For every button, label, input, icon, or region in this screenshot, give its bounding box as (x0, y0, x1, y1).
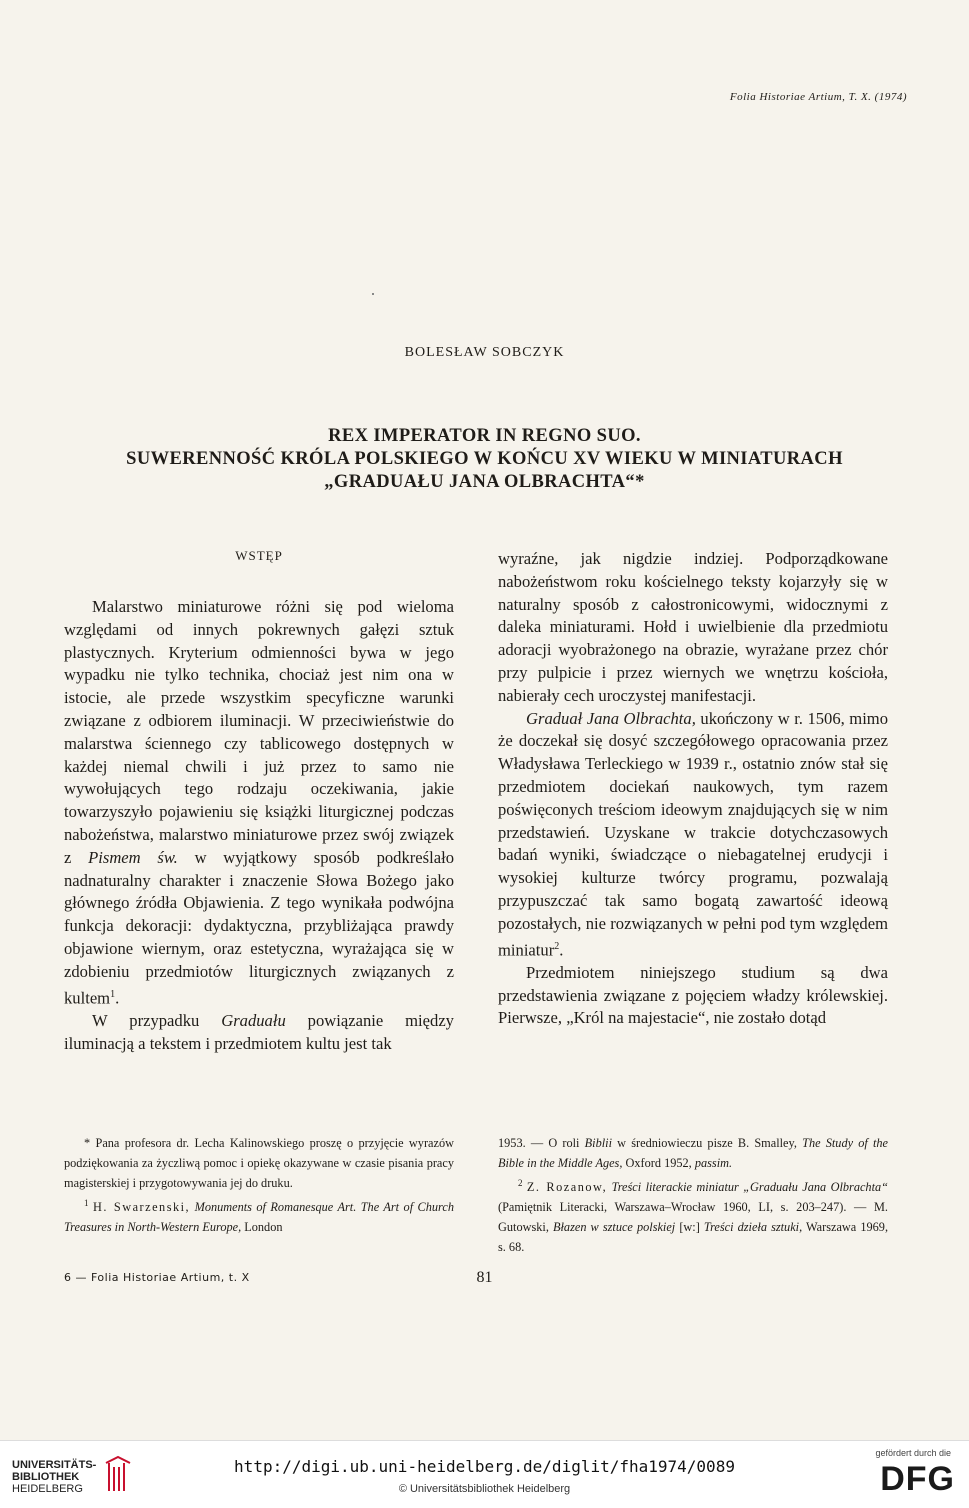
footnote-2 (498, 1173, 888, 1257)
italic-run: Biblii (584, 1136, 612, 1150)
permalink-url[interactable]: http://digi.ub.uni-heidelberg.de/diglit/fha1974/0089 (234, 1457, 735, 1476)
footnote-star: * Pana profesora dr. Lecha Kalinowskiego proszę o przyjęcie wyrazów podziękowania za życzliwą pomoc i opiekę okazywane w czasie pisania pracy magisterskiej i przygotowywania jej do druku. (64, 1136, 454, 1190)
paragraph: Malarstwo miniaturowe różni się pod wieloma względami od innych pokrewnych gałęzi sztuk plastycznych. Kryterium odmienności bywa w jego wypadku nie tylko technika, chociaż jest nim ona w istocie, ale przede wszystkim specyficzne warunki związane z odbiorem iluminacji. W przeciwieństwie do malarstwa ściennego czy tablicowego dostępnych w każdej niemal chwili i już przez to samo nie wywołujących tego rodzaju oczekiwania, jakie towarzyszyło pojawieniu się książki liturgicznej podczas nabożeństwa, malarstwo miniaturowe przez swój związek z Pismem św. w wyjątkowy sposób podkreślało nadnaturalny charakter i znaczenie Słowa Bożego jako głównego źródła Objawienia. Z tego wynikała podwójna funkcja dekoracji: dydaktyczna, przybliżająca prawdy objawione wiernym, oraz estetyczna, wyrażająca się w zdobieniu przedmiotów liturgicznych związanych z kultem$^1$. (64, 597, 454, 1008)
text-run: W przypadku (92, 1010, 200, 1030)
footnote-1 (64, 1193, 454, 1237)
text-run: Malarstwo miniaturowe różni się pod wieloma względami od innych pokrewnych gałęzi sztuk plastycznych. Kryterium odmienności bywa w jego wypadku nie tylko technika, chociaż jest nim ona w istocie, ale przede wszystkim specyficzne warunki związane z odbiorem iluminacji. W przeciwieństwie do malarstwa ściennego czy tablicowego dostępnych w każdej niemal chwili i już przez to samo nie wywołujących tego rodzaju oczekiwania, jakie towarzyszyło pojawieniu się książki liturgicznej podczas nabożeństwa, malarstwo miniaturowe przez swój związek z (64, 597, 454, 867)
footnote-num: 2 (518, 1178, 523, 1188)
footnote-continuation (498, 1133, 888, 1173)
footnote-author: H. Swarzenski, (92, 1200, 191, 1215)
text-run: 1953. — O roli (498, 1136, 580, 1150)
library-line-2: BIBLIOTHEK (12, 1471, 80, 1483)
title-line-3: „GRADUAŁU JANA OLBRACHTA“* (324, 472, 645, 492)
footnote-ref: 2 (554, 940, 560, 952)
italic-run: passim. (694, 1156, 733, 1170)
page-number: 81 (476, 1269, 493, 1286)
text-run: w wyjątkowy sposób podkreślało nadnaturalny charakter i znaczenie Słowa Bożego jako głównego źródła Objawienia. Z tego wynikała podwójna funkcja dekoracji: dydaktyczna, przybliżająca prawdy objawione wiernym, oraz estetyczna, wyrażająca się w zdobieniu przedmiotów liturgicznych związanych z kultem (64, 847, 454, 1008)
dfg-logo[interactable]: DFG (880, 1460, 955, 1498)
right-column (498, 548, 888, 1030)
italic-run: Monuments of Romanesque Art. The Art of Church Treasures in North-Western Europe, (64, 1200, 454, 1235)
library-line-1: UNIVERSITÄTS- (12, 1459, 97, 1471)
footnote-ref: 1 (110, 988, 116, 1000)
footnotes-right (498, 1133, 888, 1257)
text-run: powiązanie między iluminacją a tekstem i przedmiotem kultu jest tak (64, 1010, 454, 1053)
text-run: (Pamiętnik Literacki, Warszawa–Wrocław 1960, LI, s. 203–247). — M. Gutowski, (498, 1200, 888, 1235)
italic-run: The Study of the Bible in the Middle Ages, (498, 1136, 889, 1170)
text-run: Warszawa 1969, s. 68. (498, 1220, 889, 1255)
italic-run: Treści dzieła sztuki, (703, 1220, 803, 1235)
viewer-footer (0, 1440, 969, 1508)
article-author: BOLESŁAW SOBCZYK (404, 345, 565, 360)
text-run: ukończony w r. 1506, mimo że doczekał się dosyć szczegółowego opracowania przez Władysława Terleckiego w 1939 r., ostatnio znów stał się przedmiotem dociekań naukowych, tym razem poświęconych treściom ideowym znajdujących się w nim przedstawień. Uzyskane w trakcie dotychczasowych badań wyniki, świadczące o niebagatelnej erudycji i wysokiej kulturze twórcy programu, pozwalają przypuszczać tak samo bogatą zawartość ideową pozostałych, nie rozwiązanych w pełni pod tym względem miniatur (498, 708, 889, 960)
footnote-author: Z. Rozanow, (526, 1180, 608, 1195)
italic-run: Pismem św. (88, 847, 178, 867)
printer-signature: 6 — Folia Historiae Artium, t. X (64, 1271, 250, 1284)
paragraph: wyraźne, jak nigdzie indziej. Podporządkowane nabożeństwom roku kościelnego teksty kojarzyły się w naturalny sposób z całostronicowymi, widocznymi z daleka miniaturami. Hołd i uwielbienie dla przedmiotu adoracji wyobrażonego na obrazie, wyrażane przez chór przy pulpicie i przez wiernych we wnętrzu kościoła, nabierały cech uroczystej manifestacji. (498, 549, 888, 705)
italic-run: Graduału (221, 1010, 286, 1030)
running-header: Folia Historiae Artium, T. X. (1974) (729, 91, 907, 103)
paragraph: Graduał Jana Olbrachta, ukończony w r. 1506, mimo że doczekał się dosyć szczegółowego opracowania przez Władysława Terleckiego w 1939 r., ostatnio znów stał się przedmiotem dociekań naukowych, tym razem poświęconych treściom ideowym znajdujących się w nim przedstawień. Uzyskane w trakcie dotychczasowych badań wyniki, świadczące o niebagatelnej erudycji i wysokiej kulturze twórcy programu, pozwalają przypuszczać tak samo bogatą zawartość ideową pozostałych, nie rozwiązanych w pełni pod tym względem miniatur$^2$. (498, 708, 889, 960)
title-line-2: SUWERENNOŚĆ KRÓLA POLSKIEGO W KOŃCU XV WIEKU W MINIATURACH (126, 449, 843, 469)
text-run: Oxford 1952, (625, 1156, 692, 1170)
left-column (64, 548, 454, 1055)
scan-speck (372, 293, 374, 295)
funding-caption: gefördert durch die (875, 1448, 951, 1458)
title-line-1: REX IMPERATOR IN REGNO SUO. (328, 426, 641, 446)
article-title (40, 425, 929, 494)
italic-run: Treści literackie miniatur „Graduału Jana Olbrachta“ (611, 1180, 888, 1195)
section-heading: WSTĘP (235, 548, 283, 563)
copyright-notice: © Universitätsbibliothek Heidelberg (398, 1483, 571, 1495)
text-run: [w:] (679, 1220, 700, 1235)
italic-run: Błazen w sztuce polskiej (553, 1220, 676, 1235)
paragraph: Przedmiotem niniejszego studium są dwa przedstawienia związane z pojęciem władzy królewskiej. Pierwsze, „Król na majestacie“, nie zostało dotąd (498, 962, 888, 1028)
library-line-3: HEIDELBERG (12, 1483, 83, 1495)
text-run: London (244, 1220, 283, 1235)
italic-run: Graduał Jana Olbrachta, (526, 708, 696, 728)
footnote-num: 1 (84, 1198, 89, 1208)
text-run: w średniowieczu pisze B. Smalley, (617, 1136, 797, 1150)
footnotes-left (64, 1133, 454, 1237)
paragraph (64, 1010, 454, 1056)
